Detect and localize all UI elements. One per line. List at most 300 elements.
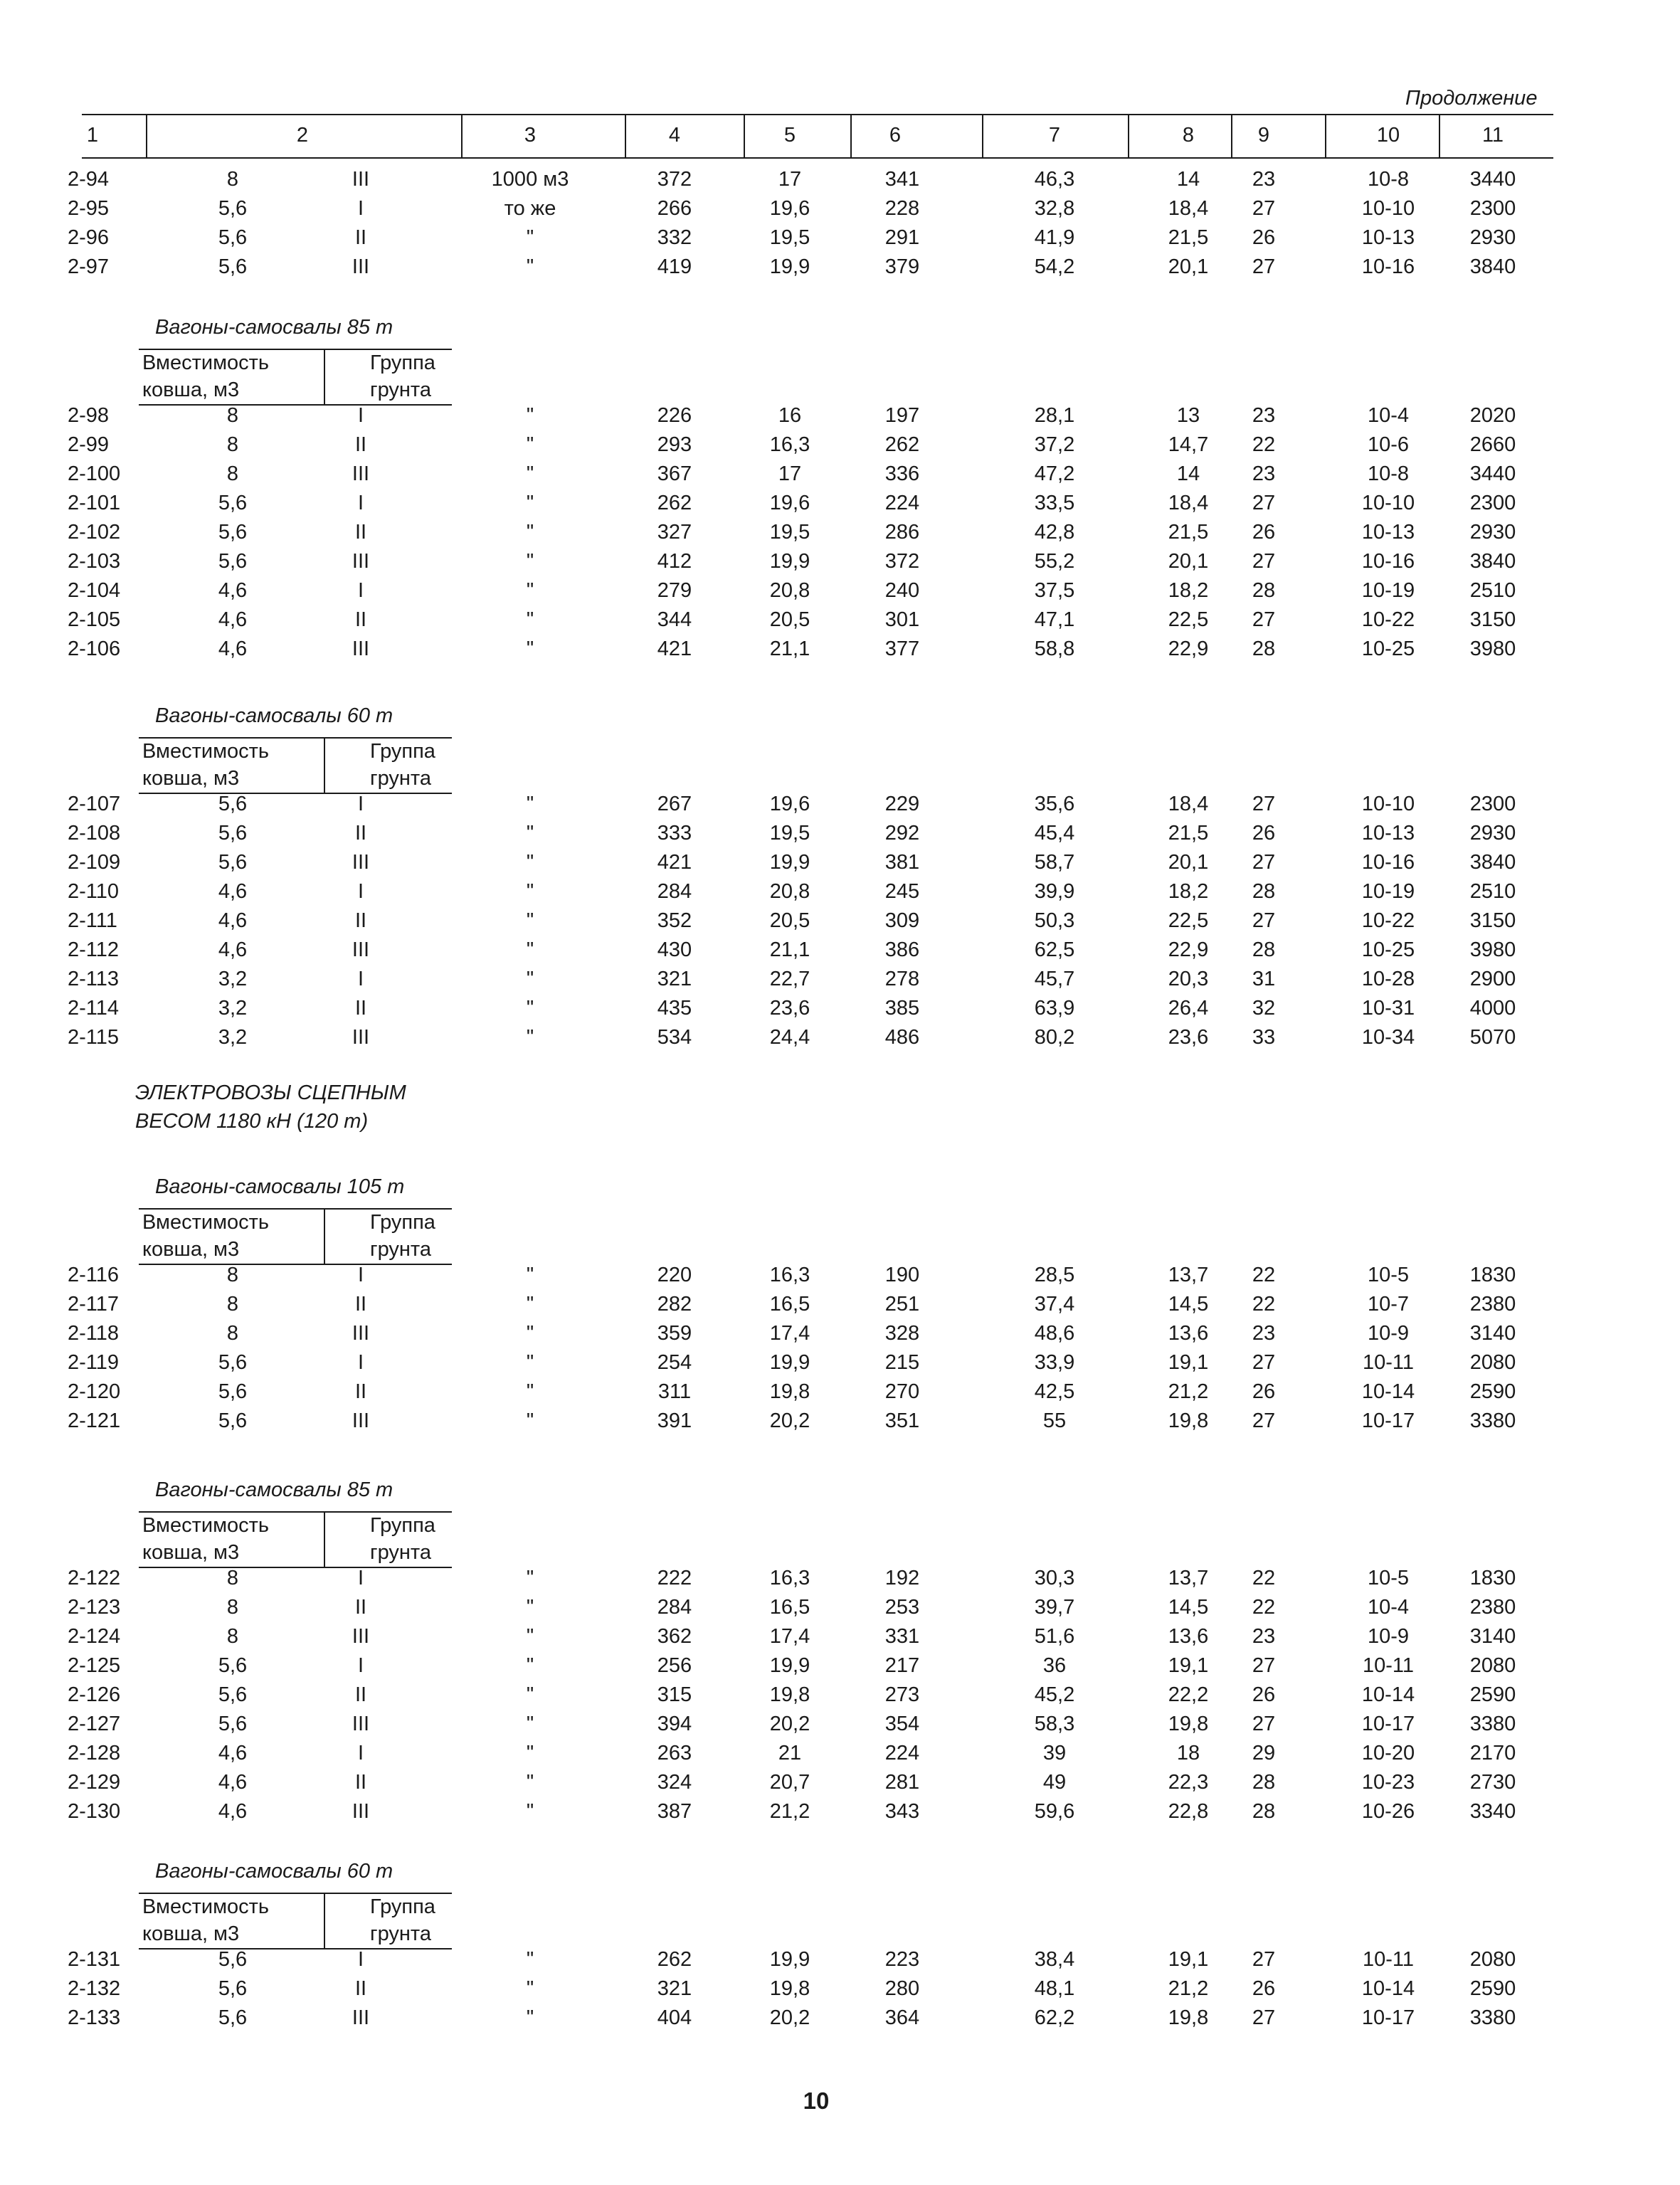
table-cell: 321 [657, 968, 692, 990]
header-bottom-rule [82, 157, 1553, 159]
table-cell: 22,9 [1168, 938, 1209, 961]
table-cell: 315 [657, 1683, 692, 1706]
table-cell: II [354, 1596, 367, 1619]
table-cell: 2-101 [68, 492, 121, 514]
table-cell: 311 [657, 1380, 692, 1403]
table-cell: 48,6 [1034, 1322, 1075, 1345]
table-cell: 5,6 [218, 1380, 248, 1403]
table-cell: 2-122 [68, 1567, 121, 1589]
table-cell: 19,8 [1168, 1713, 1209, 1735]
table-cell: " [526, 1977, 534, 2000]
table-cell: 292 [884, 822, 920, 845]
table-cell: 2-132 [68, 1977, 121, 2000]
table-cell: 4,6 [218, 938, 248, 961]
table-cell: 2-120 [68, 1380, 121, 1403]
table-cell: 2-105 [68, 608, 121, 631]
table-cell: 5,6 [218, 1409, 248, 1432]
table-cell: III [352, 938, 370, 961]
table-cell: 19,9 [769, 550, 810, 573]
table-cell: 215 [884, 1351, 920, 1374]
table-cell: 16,3 [769, 1567, 810, 1589]
capacity-unit-label: ковша, м3 [142, 1238, 240, 1261]
table-cell: 267 [657, 793, 692, 815]
table-cell: 10-9 [1367, 1322, 1410, 1345]
table-cell: 332 [657, 226, 692, 249]
table-cell: 1830 [1469, 1567, 1516, 1589]
capacity-unit-label: ковша, м3 [142, 1922, 240, 1945]
table-cell: 2-99 [68, 433, 110, 456]
table-cell: 24,4 [769, 1026, 810, 1049]
table-cell: 2-128 [68, 1742, 121, 1765]
table-cell: 19,8 [769, 1380, 810, 1403]
table-cell: " [526, 462, 534, 485]
table-cell: 2-114 [68, 997, 120, 1020]
section-title: Вагоны-самосвалы 60 т [155, 1860, 393, 1883]
page-number: 10 [803, 2088, 830, 2114]
table-cell: 17 [778, 462, 802, 485]
table-cell: 27 [1252, 793, 1276, 815]
table-cell: I [357, 968, 364, 990]
table-cell: 39 [1042, 1742, 1067, 1765]
table-cell: 10-28 [1361, 968, 1415, 990]
table-cell: 266 [657, 197, 692, 220]
capacity-label: Вместимость [142, 1895, 270, 1918]
table-cell: II [354, 1771, 367, 1794]
table-cell: II [354, 226, 367, 249]
table-cell: 10-31 [1361, 997, 1415, 1020]
table-cell: 2-133 [68, 2006, 121, 2029]
table-cell: 286 [884, 521, 920, 544]
table-cell: 3380 [1469, 1409, 1516, 1432]
table-cell: " [526, 404, 534, 427]
table-cell: 42,5 [1034, 1380, 1075, 1403]
table-cell: " [526, 822, 534, 845]
table-cell: 2380 [1469, 1596, 1516, 1619]
table-cell: 278 [884, 968, 920, 990]
table-cell: 344 [657, 608, 692, 631]
table-cell: 2590 [1469, 1977, 1516, 2000]
table-cell: 20,8 [769, 880, 810, 903]
table-cell: 8 [226, 1596, 239, 1619]
table-cell: " [526, 1713, 534, 1735]
table-cell: 21,5 [1168, 822, 1209, 845]
table-cell: 2730 [1469, 1771, 1516, 1794]
table-cell: III [352, 1800, 370, 1823]
table-cell: 5,6 [218, 197, 248, 220]
table-cell: " [526, 851, 534, 874]
table-cell: 3440 [1469, 462, 1516, 485]
table-cell: 331 [884, 1625, 920, 1648]
table-cell: 35,6 [1034, 793, 1075, 815]
table-cell: " [526, 550, 534, 573]
table-cell: 14,5 [1168, 1596, 1209, 1619]
table-cell: 2-107 [68, 793, 121, 815]
table-cell: 13,7 [1168, 1264, 1209, 1286]
table-cell: 256 [657, 1654, 692, 1677]
table-cell: I [357, 197, 364, 220]
table-cell: 372 [884, 550, 920, 573]
table-cell: 10-10 [1361, 492, 1415, 514]
table-cell: 5,6 [218, 1713, 248, 1735]
table-cell: 20,1 [1168, 550, 1209, 573]
table-cell: 8 [226, 1625, 239, 1648]
table-cell: 8 [226, 1293, 239, 1316]
table-cell: 359 [657, 1322, 692, 1345]
table-cell: 23 [1252, 168, 1276, 191]
table-cell: 419 [657, 255, 692, 278]
table-cell: III [352, 851, 370, 874]
table-cell: 10-22 [1361, 909, 1415, 932]
table-cell: 284 [657, 880, 692, 903]
table-cell: 28,5 [1034, 1264, 1075, 1286]
table-cell: 10-14 [1361, 1683, 1415, 1706]
table-cell: 223 [884, 1948, 920, 1971]
table-cell: 22,2 [1168, 1683, 1209, 1706]
table-cell: 20,2 [769, 1713, 810, 1735]
table-cell: 3,2 [218, 1026, 248, 1049]
table-cell: 10-13 [1361, 226, 1415, 249]
table-cell: 10-5 [1367, 1264, 1410, 1286]
table-cell: 2-124 [68, 1625, 121, 1648]
table-cell: 27 [1252, 851, 1276, 874]
table-cell: 31 [1252, 968, 1276, 990]
table-cell: 27 [1252, 1713, 1276, 1735]
table-cell: 2080 [1469, 1654, 1516, 1677]
table-cell: 22,5 [1168, 608, 1209, 631]
table-cell: 27 [1252, 1409, 1276, 1432]
table-cell: 2590 [1469, 1683, 1516, 1706]
table-cell: 2-131 [68, 1948, 121, 1971]
table-cell: 47,2 [1034, 462, 1075, 485]
table-cell: 1830 [1469, 1264, 1516, 1286]
table-cell: 10-5 [1367, 1567, 1410, 1589]
table-cell: II [354, 1380, 367, 1403]
table-cell: 22,9 [1168, 637, 1209, 660]
subheader-bottom-rule [139, 1567, 452, 1568]
table-cell: 27 [1252, 197, 1276, 220]
subheader-divider [324, 1893, 325, 1948]
table-cell: 10-16 [1361, 255, 1415, 278]
table-cell: 21,5 [1168, 226, 1209, 249]
table-cell: 22,8 [1168, 1800, 1209, 1823]
table-cell: 262 [884, 433, 920, 456]
soil-group-label-2: грунта [370, 1922, 431, 1945]
table-cell: 28 [1252, 637, 1276, 660]
table-cell: 33,9 [1034, 1351, 1075, 1374]
table-cell: 10-6 [1367, 433, 1410, 456]
locomotive-heading-line-2: ВЕСОМ 1180 кН (120 т) [135, 1110, 369, 1133]
table-cell: 377 [884, 637, 920, 660]
table-cell: 5,6 [218, 2006, 248, 2029]
table-cell: 17 [778, 168, 802, 191]
table-cell: II [354, 1977, 367, 2000]
table-cell: 21,1 [769, 938, 810, 961]
table-cell: 14 [1176, 168, 1200, 191]
table-cell: 229 [884, 793, 920, 815]
table-cell: 46,3 [1034, 168, 1075, 191]
table-cell: 4,6 [218, 1742, 248, 1765]
table-cell: " [526, 608, 534, 631]
table-cell: I [357, 492, 364, 514]
table-cell: " [526, 2006, 534, 2029]
table-cell: I [357, 1351, 364, 1374]
subheader-divider [324, 1511, 325, 1567]
table-cell: 3440 [1469, 168, 1516, 191]
table-cell: 354 [884, 1713, 920, 1735]
table-cell: 386 [884, 938, 920, 961]
table-cell: 333 [657, 822, 692, 845]
table-cell: II [354, 433, 367, 456]
table-cell: 16,5 [769, 1596, 810, 1619]
table-cell: 18,4 [1168, 793, 1209, 815]
table-cell: 13,7 [1168, 1567, 1209, 1589]
table-cell: 19,8 [769, 1683, 810, 1706]
table-cell: 10-20 [1361, 1742, 1415, 1765]
table-cell: 19,8 [1168, 1409, 1209, 1432]
table-cell: 2-129 [68, 1771, 121, 1794]
table-cell: 20,8 [769, 579, 810, 602]
table-cell: 3,2 [218, 968, 248, 990]
subheader-divider [324, 737, 325, 793]
table-cell: 10-10 [1361, 793, 1415, 815]
table-cell: 45,7 [1034, 968, 1075, 990]
table-cell: 10-4 [1367, 1596, 1410, 1619]
table-cell: 2-108 [68, 822, 121, 845]
table-cell: 5,6 [218, 1654, 248, 1677]
table-cell: 4,6 [218, 637, 248, 660]
table-cell: 26 [1252, 1683, 1276, 1706]
table-cell: 2-95 [68, 197, 110, 220]
table-cell: 2-106 [68, 637, 121, 660]
table-cell: 21,2 [1168, 1977, 1209, 2000]
table-cell: 45,4 [1034, 822, 1075, 845]
header-divider [744, 114, 745, 157]
table-cell: 19,8 [1168, 2006, 1209, 2029]
table-cell: 3980 [1469, 637, 1516, 660]
table-cell: 18,4 [1168, 197, 1209, 220]
table-cell: 10-34 [1361, 1026, 1415, 1049]
table-cell: 19,9 [769, 851, 810, 874]
table-cell: 55 [1042, 1409, 1067, 1432]
table-cell: 387 [657, 1800, 692, 1823]
header-divider [1128, 114, 1129, 157]
soil-group-label: Группа [370, 1211, 435, 1234]
table-cell: 2300 [1469, 197, 1516, 220]
table-cell: 58,8 [1034, 637, 1075, 660]
table-cell: " [526, 1948, 534, 1971]
table-cell: III [352, 1625, 370, 1648]
table-cell: 5,6 [218, 1683, 248, 1706]
table-cell: 22,7 [769, 968, 810, 990]
table-cell: " [526, 1625, 534, 1648]
table-cell: 58,3 [1034, 1713, 1075, 1735]
table-cell: 404 [657, 2006, 692, 2029]
table-cell: 50,3 [1034, 909, 1075, 932]
header-divider [1231, 114, 1232, 157]
table-cell: 28,1 [1034, 404, 1075, 427]
table-cell: II [354, 909, 367, 932]
column-number: 8 [1182, 124, 1195, 147]
table-cell: 39,7 [1034, 1596, 1075, 1619]
table-cell: 28 [1252, 938, 1276, 961]
table-cell: 16,3 [769, 433, 810, 456]
header-divider [146, 114, 147, 157]
table-cell: 5,6 [218, 521, 248, 544]
table-cell: 20,2 [769, 1409, 810, 1432]
table-cell: " [526, 1380, 534, 1403]
table-cell: 10-17 [1361, 1409, 1415, 1432]
table-cell: I [357, 1567, 364, 1589]
table-cell: 421 [657, 637, 692, 660]
table-cell: 10-25 [1361, 637, 1415, 660]
table-cell: 10-19 [1361, 880, 1415, 903]
table-cell: 10-10 [1361, 197, 1415, 220]
table-cell: 22,5 [1168, 909, 1209, 932]
table-cell: 32 [1252, 997, 1276, 1020]
table-cell: 2-117 [68, 1293, 120, 1316]
table-cell: 2-119 [68, 1351, 120, 1374]
table-cell: 379 [884, 255, 920, 278]
table-cell: 2-94 [68, 168, 110, 191]
header-divider [850, 114, 852, 157]
table-cell: 343 [884, 1800, 920, 1823]
table-cell: 45,2 [1034, 1683, 1075, 1706]
table-cell: 2300 [1469, 492, 1516, 514]
table-cell: 8 [226, 404, 239, 427]
table-cell: 3,2 [218, 997, 248, 1020]
table-cell: 2660 [1469, 433, 1516, 456]
table-cell: 3340 [1469, 1800, 1516, 1823]
table-cell: 217 [884, 1654, 920, 1677]
column-number: 3 [524, 124, 537, 147]
table-cell: 3150 [1469, 608, 1516, 631]
table-cell: 301 [884, 608, 920, 631]
table-cell: " [526, 1596, 534, 1619]
table-cell: 22 [1252, 1264, 1276, 1286]
table-cell: 5,6 [218, 851, 248, 874]
table-cell: 5,6 [218, 793, 248, 815]
soil-group-label: Группа [370, 740, 435, 763]
table-cell: 2-98 [68, 404, 110, 427]
table-cell: I [357, 1948, 364, 1971]
table-cell: 62,5 [1034, 938, 1075, 961]
table-cell: 2300 [1469, 793, 1516, 815]
table-cell: 26,4 [1168, 997, 1209, 1020]
table-cell: 32,8 [1034, 197, 1075, 220]
table-cell: 4,6 [218, 909, 248, 932]
table-cell: 391 [657, 1409, 692, 1432]
soil-group-label: Группа [370, 1895, 435, 1918]
soil-group-label: Группа [370, 1514, 435, 1537]
table-cell: 5,6 [218, 1977, 248, 2000]
table-cell: 240 [884, 579, 920, 602]
table-cell: " [526, 968, 534, 990]
table-cell: 2900 [1469, 968, 1516, 990]
table-cell: II [354, 1293, 367, 1316]
table-cell: 430 [657, 938, 692, 961]
table-cell: 27 [1252, 909, 1276, 932]
table-cell: 63,9 [1034, 997, 1075, 1020]
table-cell: 222 [657, 1567, 692, 1589]
table-cell: 10-4 [1367, 404, 1410, 427]
table-cell: 351 [884, 1409, 920, 1432]
table-cell: 435 [657, 997, 692, 1020]
table-cell: 226 [657, 404, 692, 427]
table-cell: 2-112 [68, 938, 120, 961]
table-cell: 3980 [1469, 938, 1516, 961]
table-cell: 8 [226, 1264, 239, 1286]
table-cell: 28 [1252, 1800, 1276, 1823]
table-cell: " [526, 793, 534, 815]
table-cell: 21,2 [1168, 1380, 1209, 1403]
table-cell: " [526, 1293, 534, 1316]
table-cell: 291 [884, 226, 920, 249]
table-cell: 14 [1176, 462, 1200, 485]
table-cell: 197 [884, 404, 920, 427]
table-cell: 309 [884, 909, 920, 932]
table-cell: 27 [1252, 1351, 1276, 1374]
table-cell: 5070 [1469, 1026, 1516, 1049]
soil-group-label-2: грунта [370, 1238, 431, 1261]
table-cell: 224 [884, 1742, 920, 1765]
table-cell: 17,4 [769, 1625, 810, 1648]
table-cell: 18,2 [1168, 880, 1209, 903]
table-cell: 3380 [1469, 1713, 1516, 1735]
table-cell: 22,3 [1168, 1771, 1209, 1794]
table-cell: III [352, 637, 370, 660]
table-cell: 80,2 [1034, 1026, 1075, 1049]
table-cell: 4,6 [218, 579, 248, 602]
table-cell: 2-125 [68, 1654, 121, 1677]
column-number: 5 [783, 124, 796, 147]
table-cell: 2-96 [68, 226, 110, 249]
table-cell: 59,6 [1034, 1800, 1075, 1823]
table-cell: 28 [1252, 1771, 1276, 1794]
table-cell: 26 [1252, 521, 1276, 544]
table-cell: 14,7 [1168, 433, 1209, 456]
capacity-label: Вместимость [142, 1514, 270, 1537]
table-cell: 30,3 [1034, 1567, 1075, 1589]
table-cell: 19,5 [769, 521, 810, 544]
subheader-divider [324, 1208, 325, 1264]
table-cell: " [526, 938, 534, 961]
table-cell: " [526, 1409, 534, 1432]
table-cell: III [352, 2006, 370, 2029]
table-cell: 3140 [1469, 1625, 1516, 1648]
table-cell: 364 [884, 2006, 920, 2029]
table-cell: 327 [657, 521, 692, 544]
table-cell: 8 [226, 1322, 239, 1345]
table-cell: 17,4 [769, 1322, 810, 1345]
table-cell: 23 [1252, 1322, 1276, 1345]
table-cell: 21,2 [769, 1800, 810, 1823]
table-cell: 58,7 [1034, 851, 1075, 874]
table-cell: " [526, 997, 534, 1020]
header-divider [461, 114, 463, 157]
table-cell: II [354, 521, 367, 544]
column-number: 1 [86, 124, 99, 147]
table-cell: 10-8 [1367, 462, 1410, 485]
table-cell: 10-16 [1361, 851, 1415, 874]
subheader-bottom-rule [139, 404, 452, 406]
table-cell: 19,9 [769, 255, 810, 278]
table-cell: 39,9 [1034, 880, 1075, 903]
table-cell: 362 [657, 1625, 692, 1648]
table-cell: 341 [884, 168, 920, 191]
table-cell: I [357, 793, 364, 815]
table-cell: 486 [884, 1026, 920, 1049]
table-cell: III [352, 1409, 370, 1432]
